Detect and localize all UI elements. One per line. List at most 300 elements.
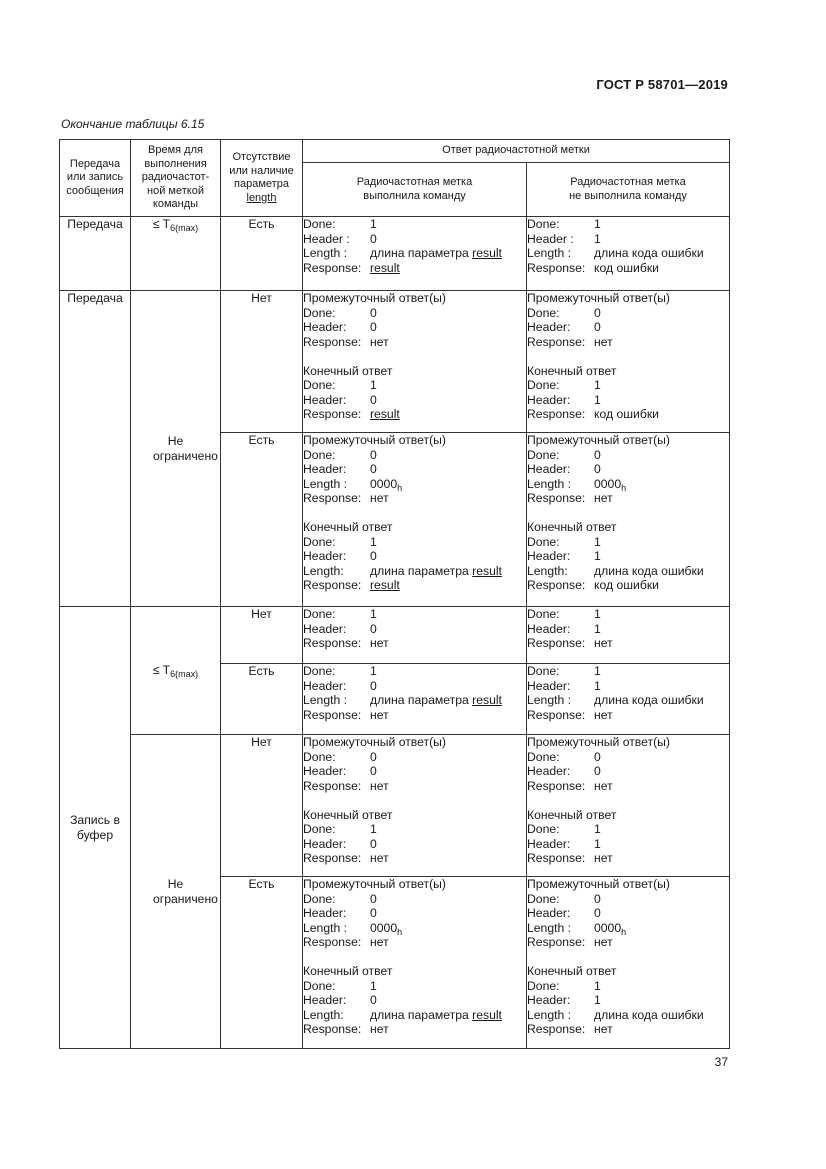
field-key: Response: bbox=[527, 935, 586, 949]
header-line: Время для bbox=[148, 144, 203, 157]
field-key: Header : bbox=[527, 231, 574, 246]
value-text: 1 bbox=[594, 549, 601, 563]
spacer bbox=[303, 793, 526, 808]
value-text: 0 bbox=[370, 891, 377, 906]
field-key: Response: bbox=[527, 778, 586, 793]
field-key: Done: bbox=[527, 378, 560, 392]
value-text: длина параметра bbox=[370, 1007, 473, 1022]
field-key: Done: bbox=[303, 378, 336, 392]
value-text: нет bbox=[594, 851, 613, 865]
response-line bbox=[527, 1022, 729, 1037]
value-text: 0 bbox=[594, 764, 601, 778]
field-key: Header: bbox=[303, 993, 347, 1007]
response-line bbox=[527, 851, 729, 866]
field-key: Response: bbox=[527, 1022, 586, 1036]
value-text: код ошибки bbox=[594, 578, 659, 592]
field-value bbox=[370, 750, 526, 765]
field-value bbox=[370, 564, 526, 579]
field-value bbox=[370, 993, 526, 1008]
field-key: Done: bbox=[527, 607, 560, 621]
field-key: Done: bbox=[527, 217, 560, 231]
field-value bbox=[370, 679, 526, 694]
field-value bbox=[370, 232, 526, 247]
response-line bbox=[527, 921, 729, 936]
value-text: нет bbox=[370, 707, 389, 722]
field-value bbox=[594, 549, 729, 564]
response-line bbox=[527, 549, 729, 564]
field-key: Length : bbox=[527, 693, 572, 707]
response-line bbox=[303, 393, 526, 408]
field-value bbox=[370, 261, 526, 276]
field-value bbox=[370, 535, 526, 550]
value-text: нет bbox=[370, 935, 389, 949]
value-text: нет bbox=[370, 851, 389, 865]
field-value bbox=[370, 578, 526, 593]
operation-line: Запись в bbox=[70, 813, 120, 827]
header-line: Передача bbox=[69, 157, 121, 170]
response-title: Промежуточный ответ(ы) bbox=[527, 291, 670, 305]
value-text: 0000 bbox=[594, 920, 622, 935]
value-text: 1 bbox=[594, 678, 601, 693]
field-value bbox=[370, 607, 526, 622]
field-value bbox=[594, 261, 729, 276]
field-key: Done: bbox=[527, 891, 560, 906]
response-title: Промежуточный ответ(ы) bbox=[303, 735, 446, 749]
response-line bbox=[527, 622, 729, 637]
value-text: нет bbox=[594, 491, 613, 505]
failure-response-cell bbox=[527, 877, 730, 1049]
value-text: 1 bbox=[370, 607, 377, 621]
value-text: 1 bbox=[594, 607, 601, 621]
field-key: Done: bbox=[303, 447, 336, 462]
field-value bbox=[370, 462, 526, 477]
field-key: Header: bbox=[303, 392, 347, 407]
field-value bbox=[594, 477, 729, 492]
field-key: Done: bbox=[527, 978, 560, 993]
response-line bbox=[303, 535, 526, 550]
value-text: нет bbox=[594, 935, 613, 949]
exec-time-cell bbox=[131, 735, 221, 1049]
field-value bbox=[594, 232, 729, 247]
value-parameter: result bbox=[472, 1007, 502, 1022]
field-value bbox=[370, 622, 526, 637]
response-line bbox=[527, 679, 729, 694]
response-title: Промежуточный ответ(ы) bbox=[527, 433, 670, 447]
text: ≤ T bbox=[152, 217, 171, 231]
response-line bbox=[303, 993, 526, 1008]
spacer bbox=[303, 506, 526, 521]
spacer bbox=[527, 506, 729, 521]
response-title: Конечный ответ bbox=[303, 520, 393, 534]
response-line bbox=[303, 822, 526, 837]
value-text: 0 bbox=[594, 320, 601, 334]
value-parameter: result bbox=[472, 693, 502, 707]
value-text: длина параметра bbox=[370, 246, 473, 260]
operation-cell bbox=[60, 291, 131, 607]
value-parameter: result bbox=[472, 246, 502, 260]
field-key: Length : bbox=[303, 246, 348, 260]
field-key: Response: bbox=[303, 707, 362, 722]
field-key: Done: bbox=[303, 822, 336, 836]
value-text: нет bbox=[370, 1022, 389, 1036]
field-key: Header: bbox=[303, 906, 347, 920]
response-line bbox=[527, 407, 729, 422]
response-line bbox=[527, 693, 729, 708]
header-param bbox=[221, 192, 302, 206]
value-subscript: h bbox=[397, 926, 403, 937]
field-value bbox=[594, 306, 729, 321]
response-line bbox=[527, 935, 729, 950]
response-line bbox=[527, 892, 729, 907]
header-line: параметра bbox=[234, 178, 289, 190]
response-line bbox=[303, 607, 526, 622]
field-value bbox=[370, 477, 526, 492]
response-line bbox=[303, 851, 526, 866]
field-key: Response: bbox=[303, 334, 362, 349]
field-key: Response: bbox=[303, 636, 362, 650]
field-key: Length: bbox=[527, 563, 568, 578]
response-line bbox=[303, 491, 526, 506]
text: ≤ T bbox=[152, 663, 171, 678]
field-key: Header: bbox=[527, 678, 571, 693]
response-line bbox=[303, 1022, 526, 1037]
field-value bbox=[370, 822, 526, 837]
field-value bbox=[594, 708, 729, 723]
response-title: Промежуточный ответ(ы) bbox=[527, 735, 670, 749]
value-text: длина параметра bbox=[370, 693, 473, 707]
header-line: ной меткой bbox=[147, 184, 204, 197]
field-key: Done: bbox=[303, 664, 336, 678]
field-value bbox=[594, 462, 729, 477]
time-subscript: 6(max) bbox=[170, 223, 199, 233]
field-value bbox=[594, 393, 729, 408]
response-line bbox=[527, 564, 729, 579]
failure-response-cell bbox=[527, 607, 730, 664]
field-value bbox=[594, 679, 729, 694]
response-line bbox=[303, 448, 526, 463]
field-key: Header: bbox=[527, 462, 571, 476]
standard-header: ГОСТ Р 58701—2019 bbox=[596, 77, 728, 92]
field-key: Response: bbox=[303, 578, 362, 592]
field-key: Done: bbox=[303, 891, 336, 906]
field-key: Response: bbox=[303, 935, 362, 949]
operation-cell bbox=[60, 607, 131, 1049]
spacer bbox=[303, 950, 526, 965]
response-line bbox=[303, 636, 526, 651]
response-line bbox=[303, 837, 526, 852]
header-line: не выполнила команду bbox=[569, 189, 687, 202]
value-text: 0000 bbox=[370, 476, 398, 491]
field-key: Done: bbox=[527, 822, 560, 836]
field-key: Header: bbox=[527, 549, 571, 563]
value-text: 1 bbox=[594, 978, 601, 993]
field-value bbox=[594, 993, 729, 1008]
field-key: Response: bbox=[527, 851, 586, 865]
field-value bbox=[370, 335, 526, 350]
field-value bbox=[370, 935, 526, 950]
field-key: Response: bbox=[527, 260, 586, 275]
field-value bbox=[370, 393, 526, 408]
response-table bbox=[59, 139, 730, 1049]
response-line bbox=[527, 261, 729, 276]
field-value bbox=[594, 750, 729, 765]
field-key: Header: bbox=[527, 993, 571, 1007]
response-line bbox=[527, 837, 729, 852]
success-response-cell bbox=[303, 664, 527, 735]
field-value bbox=[594, 764, 729, 779]
field-value bbox=[370, 906, 526, 921]
header-exec-time bbox=[131, 140, 221, 217]
response-line bbox=[527, 491, 729, 506]
field-value bbox=[594, 378, 729, 393]
value-text: 0 bbox=[370, 447, 377, 462]
response-title: Конечный ответ bbox=[303, 964, 393, 978]
response-line bbox=[527, 822, 729, 837]
response-line bbox=[303, 979, 526, 994]
field-key: Length : bbox=[303, 920, 348, 935]
response-title: Конечный ответ bbox=[527, 520, 617, 534]
field-value bbox=[370, 708, 526, 723]
response-line bbox=[527, 779, 729, 794]
response-title: Промежуточный ответ(ы) bbox=[303, 877, 446, 891]
field-value bbox=[594, 935, 729, 950]
field-key: Header: bbox=[527, 621, 571, 636]
value-text: 1 bbox=[370, 534, 377, 549]
response-line bbox=[527, 636, 729, 651]
response-line bbox=[527, 979, 729, 994]
value-text: 0 bbox=[594, 749, 601, 764]
response-line bbox=[527, 320, 729, 335]
value-text: 1 bbox=[370, 217, 377, 231]
value-text: 0 bbox=[370, 392, 377, 407]
response-line bbox=[527, 393, 729, 408]
response-line bbox=[527, 232, 729, 247]
response-line bbox=[303, 462, 526, 477]
response-title: Конечный ответ bbox=[527, 363, 617, 378]
field-value bbox=[370, 448, 526, 463]
field-key: Length : bbox=[303, 693, 348, 707]
field-value bbox=[594, 578, 729, 593]
failure-response-cell bbox=[527, 291, 730, 433]
time-subscript: 6(max) bbox=[170, 669, 199, 680]
field-key: Header: bbox=[527, 764, 571, 778]
value-text: нет bbox=[594, 778, 613, 793]
value-text: нет bbox=[594, 334, 613, 349]
value-parameter: result bbox=[472, 563, 502, 578]
value-text: 1 bbox=[594, 217, 601, 231]
length-presence-cell: Есть bbox=[221, 433, 303, 607]
response-line bbox=[303, 306, 526, 321]
field-value bbox=[594, 822, 729, 837]
value-text: 1 bbox=[594, 664, 601, 678]
header-tag-success bbox=[303, 163, 527, 217]
value-text: нет bbox=[594, 1022, 613, 1036]
field-key: Done: bbox=[303, 607, 336, 621]
field-value bbox=[370, 549, 526, 564]
header-line: Радиочастотная метка bbox=[570, 176, 686, 188]
response-line bbox=[303, 578, 526, 593]
field-key: Header: bbox=[527, 906, 571, 920]
failure-response-cell bbox=[527, 664, 730, 735]
field-key: Response: bbox=[303, 851, 362, 865]
field-value bbox=[594, 448, 729, 463]
response-line bbox=[303, 549, 526, 564]
value-text: 1 bbox=[370, 378, 377, 392]
field-value bbox=[370, 1008, 526, 1023]
table-row bbox=[60, 607, 730, 664]
spacer bbox=[527, 793, 729, 808]
field-key: Response: bbox=[527, 491, 586, 505]
field-value bbox=[370, 378, 526, 393]
text: Не ограничено bbox=[153, 434, 218, 463]
exec-time-cell bbox=[131, 217, 221, 291]
header-line: Радиочастотная метка bbox=[356, 176, 473, 188]
field-key: Header: bbox=[303, 836, 347, 851]
field-value bbox=[594, 335, 729, 350]
field-key: Header: bbox=[303, 621, 347, 636]
response-line bbox=[303, 622, 526, 637]
response-line bbox=[303, 320, 526, 335]
response-title: Конечный ответ bbox=[527, 807, 617, 822]
value-text: 0 bbox=[370, 993, 377, 1007]
value-text: код ошибки bbox=[594, 407, 659, 421]
field-value bbox=[594, 564, 729, 579]
field-key: Header: bbox=[303, 462, 347, 476]
response-title: Промежуточный ответ(ы) bbox=[303, 291, 446, 305]
header-line: радиочастот- bbox=[141, 171, 210, 184]
field-value bbox=[594, 246, 729, 261]
value-text: 1 bbox=[594, 993, 601, 1007]
length-presence-cell: Нет bbox=[221, 291, 303, 433]
field-value bbox=[370, 636, 526, 651]
value-text: нет bbox=[594, 707, 613, 722]
response-line bbox=[303, 679, 526, 694]
field-key: Response: bbox=[303, 407, 362, 421]
operation-cell bbox=[60, 217, 131, 291]
success-response-cell bbox=[303, 217, 527, 291]
table-caption: Окончание таблицы 6.15 bbox=[61, 117, 205, 131]
value-text: длина кода ошибки bbox=[594, 563, 704, 578]
response-line bbox=[527, 750, 729, 765]
response-line bbox=[527, 462, 729, 477]
value-text: код ошибки bbox=[594, 260, 659, 275]
response-line bbox=[303, 921, 526, 936]
field-key: Done: bbox=[303, 978, 336, 993]
response-line bbox=[527, 217, 729, 232]
field-key: Header: bbox=[527, 392, 571, 407]
field-value bbox=[594, 979, 729, 994]
field-key: Response: bbox=[527, 407, 586, 421]
length-presence-cell: Есть bbox=[221, 877, 303, 1049]
field-key: Done: bbox=[303, 305, 336, 320]
response-line bbox=[527, 448, 729, 463]
response-title: Конечный ответ bbox=[303, 807, 393, 822]
field-key: Length : bbox=[527, 476, 572, 491]
success-response-cell bbox=[303, 433, 527, 607]
field-value bbox=[594, 320, 729, 335]
response-line bbox=[303, 246, 526, 261]
header-line: Отсутствие bbox=[232, 151, 291, 163]
field-key: Length : bbox=[527, 246, 572, 260]
field-value bbox=[594, 1022, 729, 1037]
value-text: 0 bbox=[370, 231, 377, 246]
field-key: Done: bbox=[303, 217, 336, 231]
response-title: Конечный ответ bbox=[303, 363, 393, 378]
field-key: Header: bbox=[303, 320, 347, 334]
value-text: 0 bbox=[594, 447, 601, 462]
field-value bbox=[594, 1008, 729, 1023]
value-text: 1 bbox=[594, 836, 601, 851]
length-presence-cell: Есть bbox=[221, 664, 303, 735]
value-text: 0000 bbox=[594, 476, 622, 491]
header-line: или наличие bbox=[229, 164, 294, 177]
field-value bbox=[594, 779, 729, 794]
field-value bbox=[594, 217, 729, 232]
failure-response-cell bbox=[527, 735, 730, 877]
response-line bbox=[303, 892, 526, 907]
value-text: длина кода ошибки bbox=[594, 246, 704, 260]
response-line bbox=[527, 335, 729, 350]
value-subscript: h bbox=[621, 482, 627, 493]
field-key: Response: bbox=[527, 334, 586, 349]
response-line bbox=[527, 607, 729, 622]
response-line bbox=[303, 1008, 526, 1023]
value-subscript: h bbox=[621, 926, 627, 937]
field-value bbox=[594, 407, 729, 422]
field-key: Done: bbox=[527, 305, 560, 320]
length-presence-cell: Нет bbox=[221, 607, 303, 664]
response-line bbox=[527, 246, 729, 261]
value-text: длина параметра bbox=[370, 563, 473, 578]
value-text: нет bbox=[370, 636, 389, 650]
value-text: 1 bbox=[594, 822, 601, 836]
spacer bbox=[527, 349, 729, 364]
value-text: 1 bbox=[370, 978, 377, 993]
field-key: Length: bbox=[303, 1007, 344, 1022]
success-response-cell bbox=[303, 735, 527, 877]
success-response-cell bbox=[303, 607, 527, 664]
field-value bbox=[370, 320, 526, 335]
value-text: 0 bbox=[370, 549, 377, 563]
field-key: Done: bbox=[303, 749, 336, 764]
response-line bbox=[527, 1008, 729, 1023]
value-text: нет bbox=[370, 491, 389, 505]
field-value bbox=[370, 407, 526, 422]
operation-line: буфер bbox=[76, 827, 114, 842]
field-key: Response: bbox=[527, 578, 586, 592]
header-length-presence bbox=[221, 140, 303, 217]
operation-line: Передача bbox=[67, 291, 123, 305]
value-text: 0 bbox=[370, 462, 377, 476]
table-row bbox=[60, 735, 730, 877]
value-text: 0 bbox=[370, 749, 377, 764]
field-key: Response: bbox=[303, 491, 362, 505]
value-text: 1 bbox=[370, 822, 377, 836]
value-parameter: result bbox=[370, 407, 400, 421]
field-value bbox=[594, 607, 729, 622]
value-text: 0 bbox=[594, 305, 601, 320]
page-number: 37 bbox=[714, 1055, 728, 1069]
response-line bbox=[527, 664, 729, 679]
response-line bbox=[303, 407, 526, 422]
header-param-name: length bbox=[246, 191, 277, 204]
length-presence-cell: Нет bbox=[221, 735, 303, 877]
value-text: длина кода ошибки bbox=[594, 1007, 704, 1022]
field-key: Response: bbox=[303, 1022, 362, 1036]
response-line bbox=[527, 306, 729, 321]
response-line bbox=[527, 764, 729, 779]
response-line bbox=[303, 906, 526, 921]
